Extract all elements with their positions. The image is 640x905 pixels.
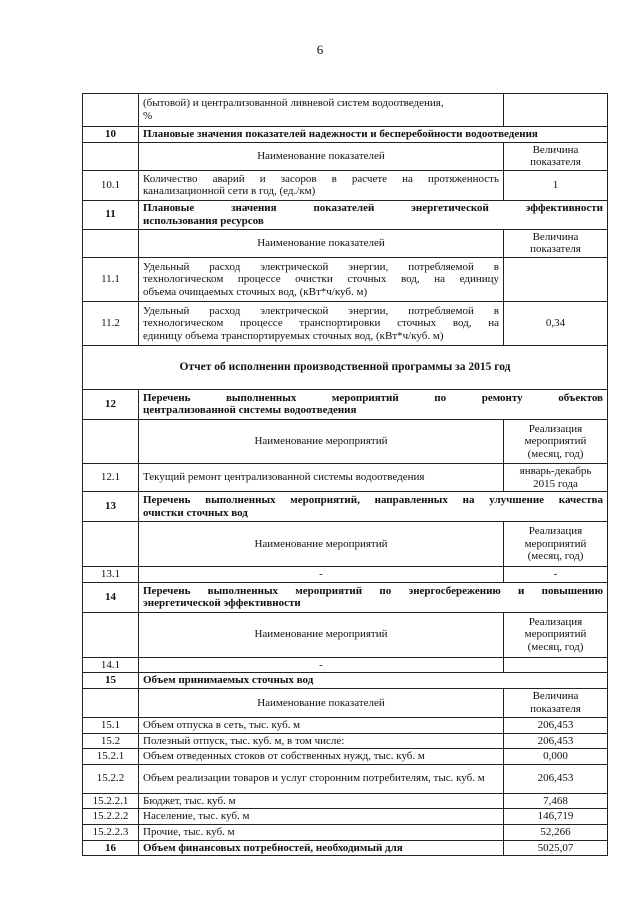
table-row: [83, 657, 608, 673]
table-row: [83, 567, 608, 583]
row-name: Полезный отпуск, тыс. куб. м, в том числе:: [139, 733, 504, 749]
row-number: 15.2.2.3: [83, 824, 139, 840]
row-number: 15.2.2: [83, 764, 139, 793]
table-row: [83, 749, 608, 765]
section-title: Перечень выполненных мероприятий по ремонту объектов централизованной системы водоотведения: [139, 389, 608, 419]
row-number: 15.2.1: [83, 749, 139, 765]
report-title-row: [83, 345, 608, 389]
table-row: [83, 257, 608, 301]
measures-name-header: Наименование мероприятий: [139, 419, 504, 463]
indicator-name-header: Наименование показателей: [139, 688, 504, 717]
row-value: 206,453: [504, 764, 608, 793]
section-title: Объем финансовых потребностей, необходимый для: [139, 840, 504, 856]
column-header-row: [83, 419, 608, 463]
row-value: 7,468: [504, 793, 608, 809]
row-value: январь-декабрь 2015 года: [504, 463, 608, 491]
row-value: 146,719: [504, 809, 608, 825]
page-number: 6: [316, 42, 324, 57]
row-number: 11.2: [83, 301, 139, 345]
section-number: 14: [83, 582, 139, 612]
row-name: Население, тыс. куб. м: [139, 809, 504, 825]
section-header-row: [83, 200, 608, 229]
row-name: Объем отведенных стоков от собственных нужд, тыс. куб. м: [139, 749, 504, 765]
row-number: 12.1: [83, 463, 139, 491]
value-header: Величина показателя: [504, 229, 608, 257]
row-value: 0,34: [504, 301, 608, 345]
row-value: 0,000: [504, 749, 608, 765]
row-value: 206,453: [504, 733, 608, 749]
implementation-header: Реализация мероприятий (месяц, год): [504, 612, 608, 657]
row-number: 13.1: [83, 567, 139, 583]
row-value: 5025,07: [504, 840, 608, 856]
section-title: Плановые значения показателей надежности и бесперебойности водоотведения: [139, 127, 608, 143]
indicator-name-header: Наименование показателей: [139, 229, 504, 257]
table-row: [83, 170, 608, 200]
table-row: [83, 463, 608, 491]
section-header-row: [83, 840, 608, 856]
row-name: Бюджет, тыс. куб. м: [139, 793, 504, 809]
value-header: Величина показателя: [504, 688, 608, 717]
production-program-table: [82, 93, 608, 856]
column-header-row: [83, 142, 608, 170]
row-name: Удельный расход электрической энергии, потребляемой в технологическом процессе очистки сточных вод, на единицу объема очищаемых сточных вод, (кВт*ч/куб. м): [139, 257, 504, 301]
table-row: [83, 824, 608, 840]
row-name: Удельный расход электрической энергии, потребляемой в технологическом процессе транспортировки сточных вод, на единицу объема транспортируемых сточных вод, (кВт*ч/куб. м): [139, 301, 504, 345]
row-value: 52,266: [504, 824, 608, 840]
section-header-row: [83, 582, 608, 612]
row-name: -: [139, 657, 504, 673]
section-header-row: [83, 389, 608, 419]
report-title: Отчет об исполнении производственной программы за 2015 год: [83, 345, 608, 389]
column-header-row: [83, 229, 608, 257]
table-row: [83, 717, 608, 733]
row-number: 15.2.2.1: [83, 793, 139, 809]
row-name: Текущий ремонт централизованной системы водоотведения: [139, 463, 504, 491]
row-value: 1: [504, 170, 608, 200]
row-value: [504, 257, 608, 301]
row-number: 11.1: [83, 257, 139, 301]
section-title: Перечень выполненных мероприятий по энергосбережению и повышению энергетической эффективности: [139, 582, 608, 612]
section-number: 11: [83, 200, 139, 229]
row-number: 14.1: [83, 657, 139, 673]
row-name: -: [139, 567, 504, 583]
row-value: -: [504, 567, 608, 583]
table-row: [83, 94, 608, 127]
row-value: 206,453: [504, 717, 608, 733]
section-number: 12: [83, 389, 139, 419]
indicator-name-header: Наименование показателей: [139, 142, 504, 170]
table-row: [83, 764, 608, 793]
row-name: Объем отпуска в сеть, тыс. куб. м: [139, 717, 504, 733]
section-title: Объем принимаемых сточных вод: [139, 673, 608, 689]
section-title: Перечень выполненных мероприятий, направленных на улучшение качества очистки сточных вод: [139, 492, 608, 522]
section-number: 15: [83, 673, 139, 689]
table-row: [83, 793, 608, 809]
continued-text: (бытовой) и централизованной ливневой систем водоотведения, %: [139, 94, 504, 127]
measures-name-header: Наименование мероприятий: [139, 522, 504, 567]
measures-name-header: Наименование мероприятий: [139, 612, 504, 657]
section-header-row: [83, 673, 608, 689]
row-number: 15.1: [83, 717, 139, 733]
implementation-header: Реализация мероприятий (месяц, год): [504, 419, 608, 463]
section-header-row: [83, 127, 608, 143]
section-number: 16: [83, 840, 139, 856]
row-value: [504, 657, 608, 673]
implementation-header: Реализация мероприятий (месяц, год): [504, 522, 608, 567]
column-header-row: [83, 522, 608, 567]
section-title: Плановые значения показателей энергетической эффективности использования ресурсов: [139, 200, 608, 229]
section-header-row: [83, 492, 608, 522]
row-number: 15.2: [83, 733, 139, 749]
table-row: [83, 733, 608, 749]
row-name: Количество аварий и засоров в расчете на протяженность канализационной сети в год, (ед./км): [139, 170, 504, 200]
value-header: Величина показателя: [504, 142, 608, 170]
row-name: Объем реализации товаров и услуг сторонним потребителям, тыс. куб. м: [139, 764, 504, 793]
column-header-row: [83, 612, 608, 657]
table-row: [83, 301, 608, 345]
section-number: 13: [83, 492, 139, 522]
column-header-row: [83, 688, 608, 717]
row-name: Прочие, тыс. куб. м: [139, 824, 504, 840]
section-number: 10: [83, 127, 139, 143]
row-number: 15.2.2.2: [83, 809, 139, 825]
row-number: 10.1: [83, 170, 139, 200]
table-row: [83, 809, 608, 825]
